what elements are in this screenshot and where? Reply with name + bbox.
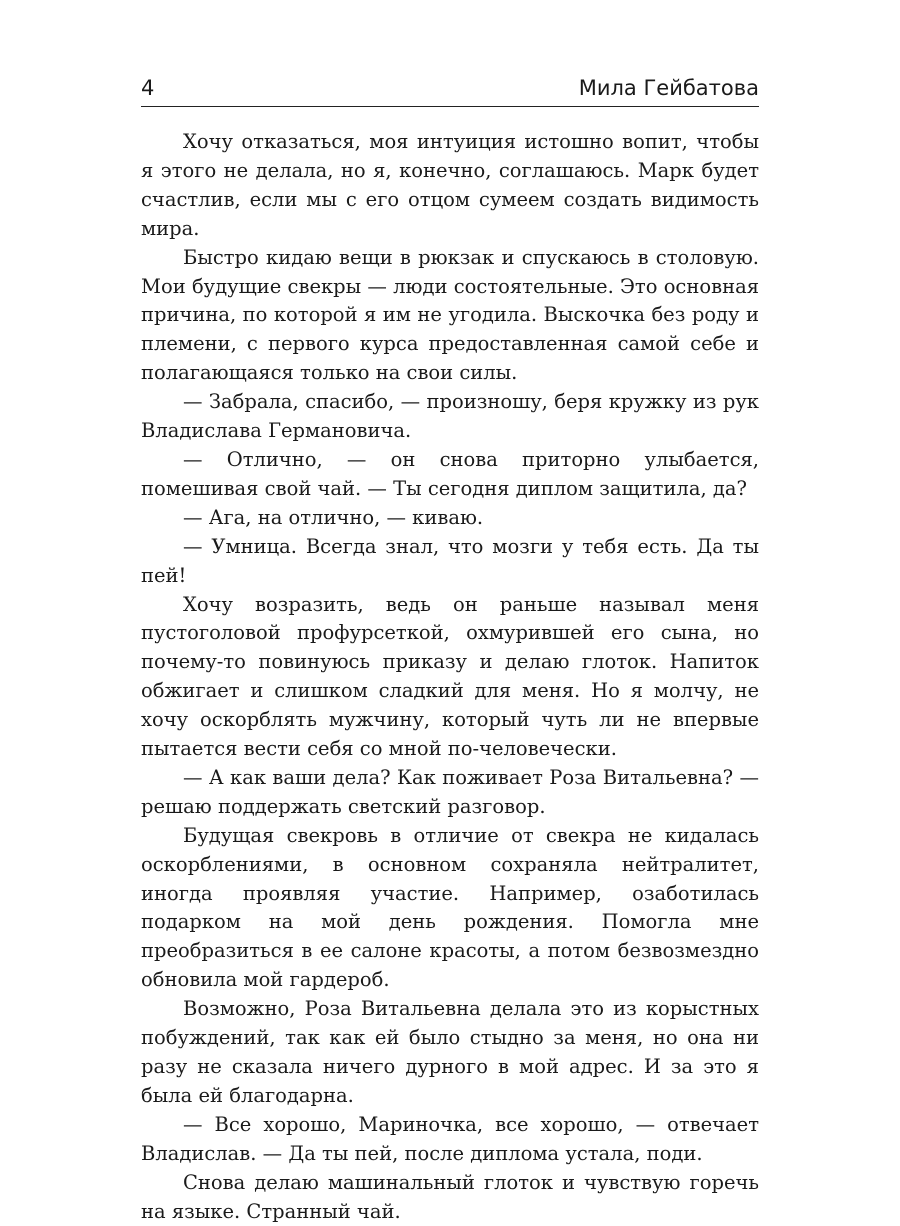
paragraph: — Отлично, — он снова приторно улыбается, помешивая свой чай. — Ты сегодня диплом защитила, да?: [141, 447, 759, 500]
page-number: 4: [141, 76, 155, 100]
header-rule: [141, 106, 759, 107]
paragraph: — Забрала, спасибо, — произношу, беря кружку из рук Владислава Германовича.: [141, 390, 759, 443]
paragraph: Будущая свекровь в отличие от свекра не кидалась оскорблениями, в основном сохраняла нейтралитет, иногда проявляя участие. Например, озаботилась подарком на мой день рождения. Помогла мне преобразиться в ее салоне красоты, а потом безвозмездно обновила мой гардероб.: [141, 823, 759, 992]
paragraph: Снова делаю машинальный глоток и чувствую горечь на языке. Странный чай.: [141, 1170, 759, 1223]
paragraph: — Все хорошо, Мариночка, все хорошо, — отвечает Владислав. — Да ты пей, после диплома устала, поди.: [141, 1112, 759, 1165]
paragraph: Возможно, Роза Витальевна делала это из корыстных побуждений, так как ей было стыдно за меня, но она ни разу не сказала ничего дурного в мой адрес. И за это я была ей благодарна.: [141, 997, 759, 1107]
author-name: Мила Гейбатова: [578, 76, 759, 100]
paragraph: Хочу отказаться, моя интуиция истошно вопит, чтобы я этого не делала, но я, конечно, соглашаюсь. Марк будет счастлив, если мы с его отцом сумеем создать видимость мира.: [141, 130, 759, 240]
paragraph: Хочу возразить, ведь он раньше называл меня пустоголовой профурсеткой, охмурившей его сына, но почему-то повинуюсь приказу и делаю глоток. Напиток обжигает и слишком сладкий для меня. Но я молчу, не хочу оскорблять мужчину, который чуть ли не впервые пытается вести себя со мной по-человечески.: [141, 592, 759, 761]
paragraph: Быстро кидаю вещи в рюкзак и спускаюсь в столовую. Мои будущие свекры — люди состоятельные. Это основная причина, по которой я им не угодила. Выскочка без роду и племени, с первого курса предоставленная самой себе и полагающаяся только на свои силы.: [141, 245, 759, 385]
paragraph: — А как ваши дела? Как поживает Роза Витальевна? — решаю поддержать светский разговор.: [141, 765, 759, 818]
running-header: [141, 74, 759, 106]
body-text: [141, 128, 759, 1226]
paragraph: — Ага, на отлично, — киваю.: [183, 505, 484, 529]
paragraph: — Умница. Всегда знал, что мозги у тебя есть. Да ты пей!: [141, 534, 759, 587]
